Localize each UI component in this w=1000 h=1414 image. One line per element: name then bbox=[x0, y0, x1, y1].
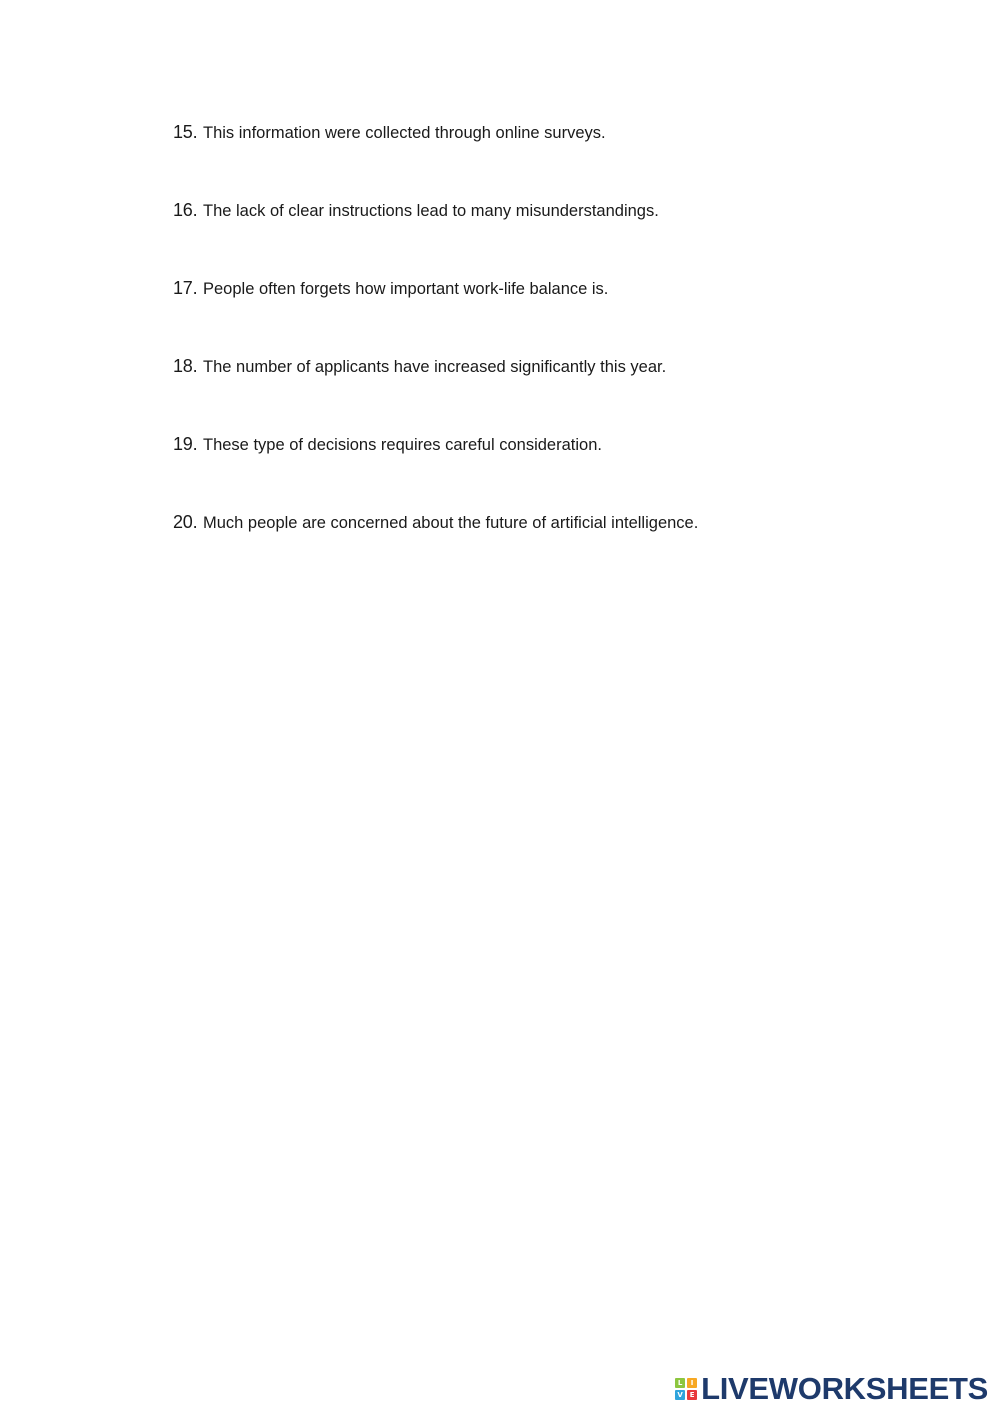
logo-text: LIVEWORKSHEETS bbox=[701, 1371, 988, 1406]
question-list bbox=[173, 119, 933, 587]
question-item bbox=[173, 275, 933, 353]
question-number: 18. bbox=[173, 356, 198, 376]
logo-mark-icon bbox=[675, 1378, 697, 1400]
question-item bbox=[173, 431, 933, 509]
question-number: 19. bbox=[173, 434, 198, 454]
logo-tile-v: V bbox=[675, 1390, 685, 1400]
question-text: The number of applicants have increased significantly this year. bbox=[203, 358, 667, 376]
liveworksheets-logo bbox=[675, 1372, 988, 1406]
question-text: The lack of clear instructions lead to many misunderstandings. bbox=[203, 202, 659, 220]
logo-tile-i: I bbox=[687, 1378, 697, 1388]
question-number: 17. bbox=[173, 278, 198, 298]
question-item bbox=[173, 197, 933, 275]
logo-tile-e: E bbox=[687, 1390, 697, 1400]
question-item bbox=[173, 353, 933, 431]
question-text: People often forgets how important work-life balance is. bbox=[203, 280, 609, 298]
question-number: 16. bbox=[173, 200, 198, 220]
question-number: 15. bbox=[173, 122, 198, 142]
logo-tile-l: L bbox=[675, 1378, 685, 1388]
question-item bbox=[173, 509, 933, 587]
question-text: This information were collected through online surveys. bbox=[203, 124, 606, 142]
question-text: Much people are concerned about the future of artificial intelligence. bbox=[203, 514, 699, 532]
question-item bbox=[173, 119, 933, 197]
question-text: These type of decisions requires careful consideration. bbox=[203, 436, 602, 454]
question-number: 20. bbox=[173, 512, 198, 532]
